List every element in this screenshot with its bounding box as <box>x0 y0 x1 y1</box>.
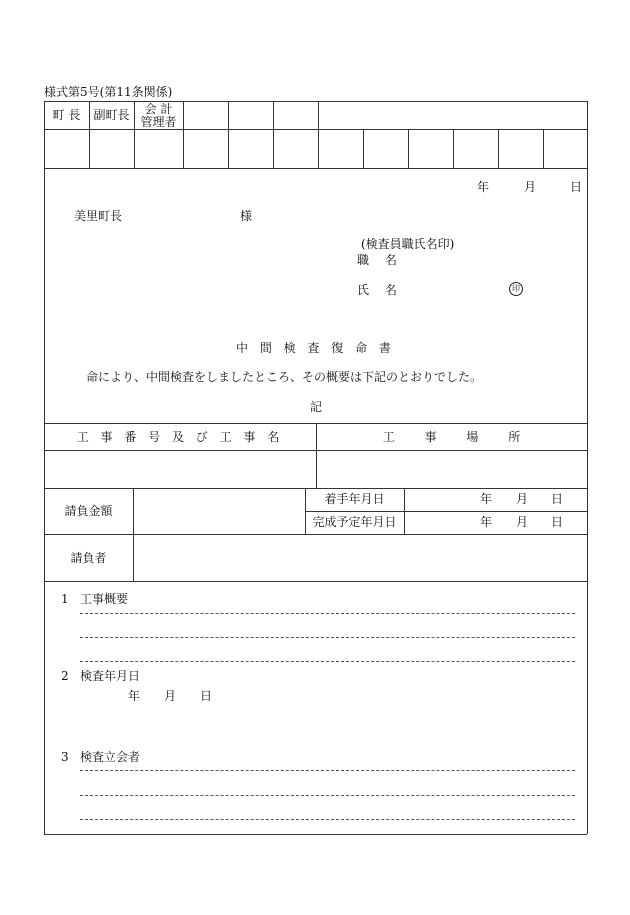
inspection-year: 年 <box>128 689 141 703</box>
date-day: 日 <box>570 180 583 194</box>
completion-month: 月 <box>516 515 529 529</box>
frame-bottom <box>44 834 587 835</box>
addressee-name: 美里町長 <box>74 209 123 223</box>
work-number-header: 工 事 番 号 及 び 工 事 名 <box>76 430 284 444</box>
frame-right <box>587 101 588 834</box>
section-1-number: 1 <box>61 592 69 606</box>
inspector-title-label: 職 名 <box>357 253 403 267</box>
seal-icon: 印 <box>509 282 523 296</box>
date-month: 月 <box>524 180 537 194</box>
work-location-header: 工 事 場 所 <box>382 430 521 444</box>
inspector-name-label: 氏 名 <box>357 283 403 297</box>
section-1-title: 工事概要 <box>80 592 129 606</box>
intro-text: 命により、中間検査をしましたところ、その概要は下記のとおりでした。 <box>86 370 483 384</box>
start-year: 年 <box>480 492 493 506</box>
section-3-title: 検査立会者 <box>80 750 141 764</box>
completion-date-label: 完成予定年月日 <box>312 515 397 529</box>
completion-year: 年 <box>480 515 493 529</box>
section-3-number: 3 <box>61 750 69 764</box>
date-year: 年 <box>477 180 490 194</box>
form-number: 様式第5号(第11条関係) <box>44 85 173 99</box>
addressee-honorific: 様 <box>240 209 253 223</box>
document-title: 中 間 検 査 復 命 書 <box>236 341 395 355</box>
ki-label: 記 <box>310 400 323 414</box>
header-manager: 管理者 <box>140 115 177 129</box>
header-deputy-mayor: 副町長 <box>93 108 130 122</box>
header-accounting: 会 計 <box>144 102 173 116</box>
start-day: 日 <box>551 492 564 506</box>
start-month: 月 <box>516 492 529 506</box>
completion-day: 日 <box>551 515 564 529</box>
header-mayor: 町 長 <box>52 108 81 122</box>
section-2-number: 2 <box>61 669 69 683</box>
inspector-caption: (検査員職氏名印) <box>361 237 455 251</box>
contract-amount-label: 請負金額 <box>64 504 113 518</box>
inspection-day: 日 <box>200 689 213 703</box>
inspection-month: 月 <box>164 689 177 703</box>
start-date-label: 着手年月日 <box>324 492 385 506</box>
frame-left <box>44 101 45 834</box>
contractor-label: 請負者 <box>70 551 107 565</box>
section-2-title: 検査年月日 <box>80 669 141 683</box>
